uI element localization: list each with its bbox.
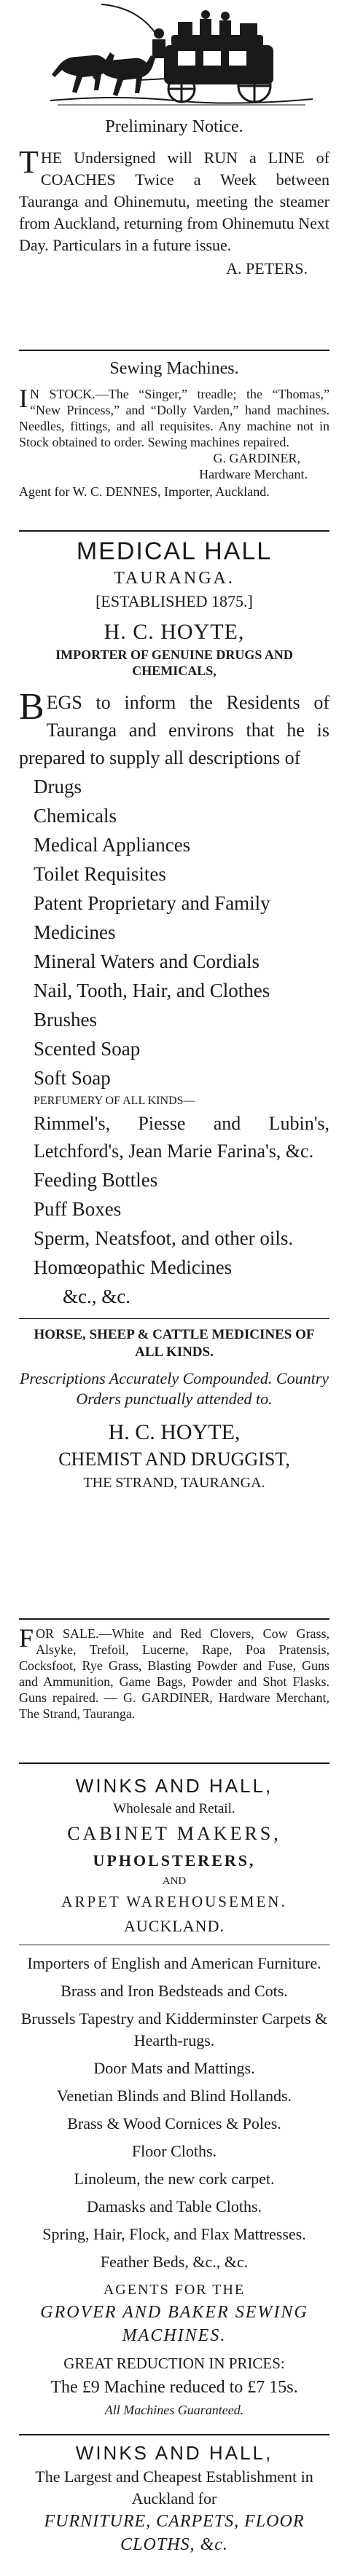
list-item: Venetian Blinds and Blind Hollands. (56, 2087, 292, 2105)
divider (19, 530, 330, 532)
list-item: Linoleum, the new cork carpet. (74, 2170, 275, 2188)
divider (19, 350, 330, 351)
medical-hall-items-2 (19, 1165, 330, 1311)
divider (19, 2434, 330, 2435)
stagecoach-icon (28, 0, 320, 109)
medical-hall-tagline: IMPORTER OF GENUINE DRUGS AND CHEMICALS, (55, 647, 293, 678)
list-item: Patent Proprietary and Family Medicines (34, 892, 270, 943)
divider (19, 1618, 330, 1620)
winks-furniture: FURNITURE, CARPETS, FLOOR CLOTHS, &c. (44, 2512, 305, 2554)
footer-name: H. C. HOYTE, (108, 1420, 241, 1444)
list-item: Puff Boxes (34, 1198, 122, 1220)
list-item: Medical Appliances (34, 834, 191, 856)
medical-hall-proprietor: H. C. HOYTE, (104, 620, 245, 644)
medical-hall-intro: BEGS to inform the Residents of Tauranga and environs that he is prepared to supply all descriptions of (19, 686, 330, 768)
winks-line3: ARPET WAREHOUSEMEN. (61, 1893, 287, 1910)
perfumery-heading: PERFUMERY OF ALL KINDS— (34, 1095, 195, 1107)
list-item: Drugs (34, 776, 82, 797)
cattle-medicines: HORSE, SHEEP & CATTLE MEDICINES OF ALL KINDS. (34, 1327, 315, 1360)
list-item: Chemicals (34, 805, 117, 827)
list-item: Door Mats and Mattings. (93, 2059, 255, 2077)
list-item: Sperm, Neatsfoot, and other oils. (34, 1227, 294, 1249)
list-item: Floor Cloths. (131, 2142, 217, 2160)
winks-and-hall-ad (19, 1773, 330, 2420)
winks-price: The £9 Machine reduced to £7 15s. (50, 2378, 298, 2397)
winks-agents: AGENTS FOR THE (103, 2282, 246, 2298)
medical-hall-ad (19, 536, 330, 1494)
winks-grover: GROVER AND BAKER SEWING MACHINES. (40, 2303, 308, 2345)
winks-guaranteed: All Machines Guaranteed. (104, 2403, 244, 2417)
sewing-body: IN STOCK.—The “Singer,” treadle; the “Thomas,” “New Princess,” and “Dolly Varden,” hand machines. Needles, fittings, and all requisites. Any machine not in Stock obtained to order. Sewing machines repaired. (19, 384, 330, 449)
winks-and-hall-ad-2 (19, 2440, 330, 2556)
list-item: Spring, Hair, Flock, and Flax Mattresses. (42, 2225, 306, 2243)
list-item: Brussels Tapestry and Kidderminster Carpets & Hearth-rugs. (20, 2009, 328, 2049)
list-item: Feather Beds, &c., &c. (100, 2253, 249, 2271)
winks-title: WINKS AND HALL, (75, 1775, 273, 1797)
winks-reduction: GREAT REDUCTION IN PRICES: (63, 2355, 285, 2372)
winks-sub: Wholesale and Retail. (113, 1801, 235, 1816)
winks-and: AND (162, 1875, 187, 1887)
coach-notice-body: THE Undersigned will RUN a LINE of COACHES Twice a Week between Tauranga and Ohinemutu, meeting the steamer from Auckland, returning from Ohinemutu Next Day. Particulars in a future issue. (19, 144, 330, 254)
footer-address: THE STRAND, TAURANGA. (83, 1475, 265, 1491)
list-item: Feeding Bottles (34, 1169, 158, 1191)
divider (19, 1762, 330, 1764)
list-item: Scented Soap (34, 1038, 141, 1060)
sewing-signature-title: Hardware Merchant. (199, 467, 308, 481)
list-item: &c., &c. (63, 1285, 130, 1307)
list-item: Importers of English and American Furniture. (27, 1954, 321, 1972)
winks-largest: The Largest and Cheapest Establishment in Auckland for (35, 2467, 313, 2508)
list-item: Damasks and Table Cloths. (86, 2197, 262, 2215)
winks-line2: UPHOLSTERERS, (93, 1851, 256, 1870)
winks-city: AUCKLAND. (124, 1917, 225, 1935)
winks-offers (19, 1953, 330, 2273)
for-sale-body: FOR SALE.—White and Red Clovers, Cow Grass, Alsyke, Trefoil, Lucerne, Rape, Poa Pratensis, Cocksfoot, Rye Grass, Blasting Powder and Fuse, Guns and Ammunition, Game Bags, Powder and Shot Flasks. Guns repaired. — G. GARDINER, Hardware Merchant, The Strand, Tauranga. (19, 1623, 330, 1721)
coach-notice-signature: A. PETERS. (226, 259, 308, 277)
list-item: Homœopathic Medicines (34, 1256, 233, 1278)
list-item: Brass & Wood Cornices & Poles. (67, 2114, 281, 2132)
sewing-signature: G. GARDINER, (213, 451, 300, 465)
medical-hall-established: [ESTABLISHED 1875.] (95, 592, 253, 610)
perfumery-list: Rimmel's, Piesse and Lubin's, Letchford's, Jean Marie Farina's, &c. (34, 1113, 330, 1162)
for-sale-ad (19, 1623, 330, 1722)
medical-hall-title: MEDICAL HALL (76, 537, 273, 565)
list-item: Brass and Iron Bedsteads and Cots. (61, 1982, 288, 2000)
medical-hall-items (19, 772, 330, 1092)
prescriptions-note: Prescriptions Accurately Compounded. Country Orders punctually attended to. (19, 1369, 330, 1408)
sewing-heading: Sewing Machines. (109, 359, 239, 378)
footer-role: CHEMIST AND DRUGGIST, (58, 1449, 290, 1470)
coach-notice (19, 114, 330, 281)
medical-hall-town: TAURANGA. (114, 569, 235, 588)
divider (19, 1318, 330, 1319)
coach-illustration (19, 0, 330, 109)
list-item: Soft Soap (34, 1067, 111, 1089)
winks-title-2: WINKS AND HALL, (75, 2442, 273, 2464)
list-item: Toilet Requisites (34, 863, 166, 885)
coach-notice-heading: Preliminary Notice. (105, 117, 243, 136)
list-item: Nail, Tooth, Hair, and Clothes Brushes (34, 980, 270, 1031)
sewing-machines-ad (19, 355, 330, 501)
winks-line1: CABINET MAKERS, (67, 1823, 281, 1844)
sewing-agent: Agent for W. C. DENNES, Importer, Auckland. (19, 484, 270, 499)
list-item: Mineral Waters and Cordials (34, 950, 260, 972)
